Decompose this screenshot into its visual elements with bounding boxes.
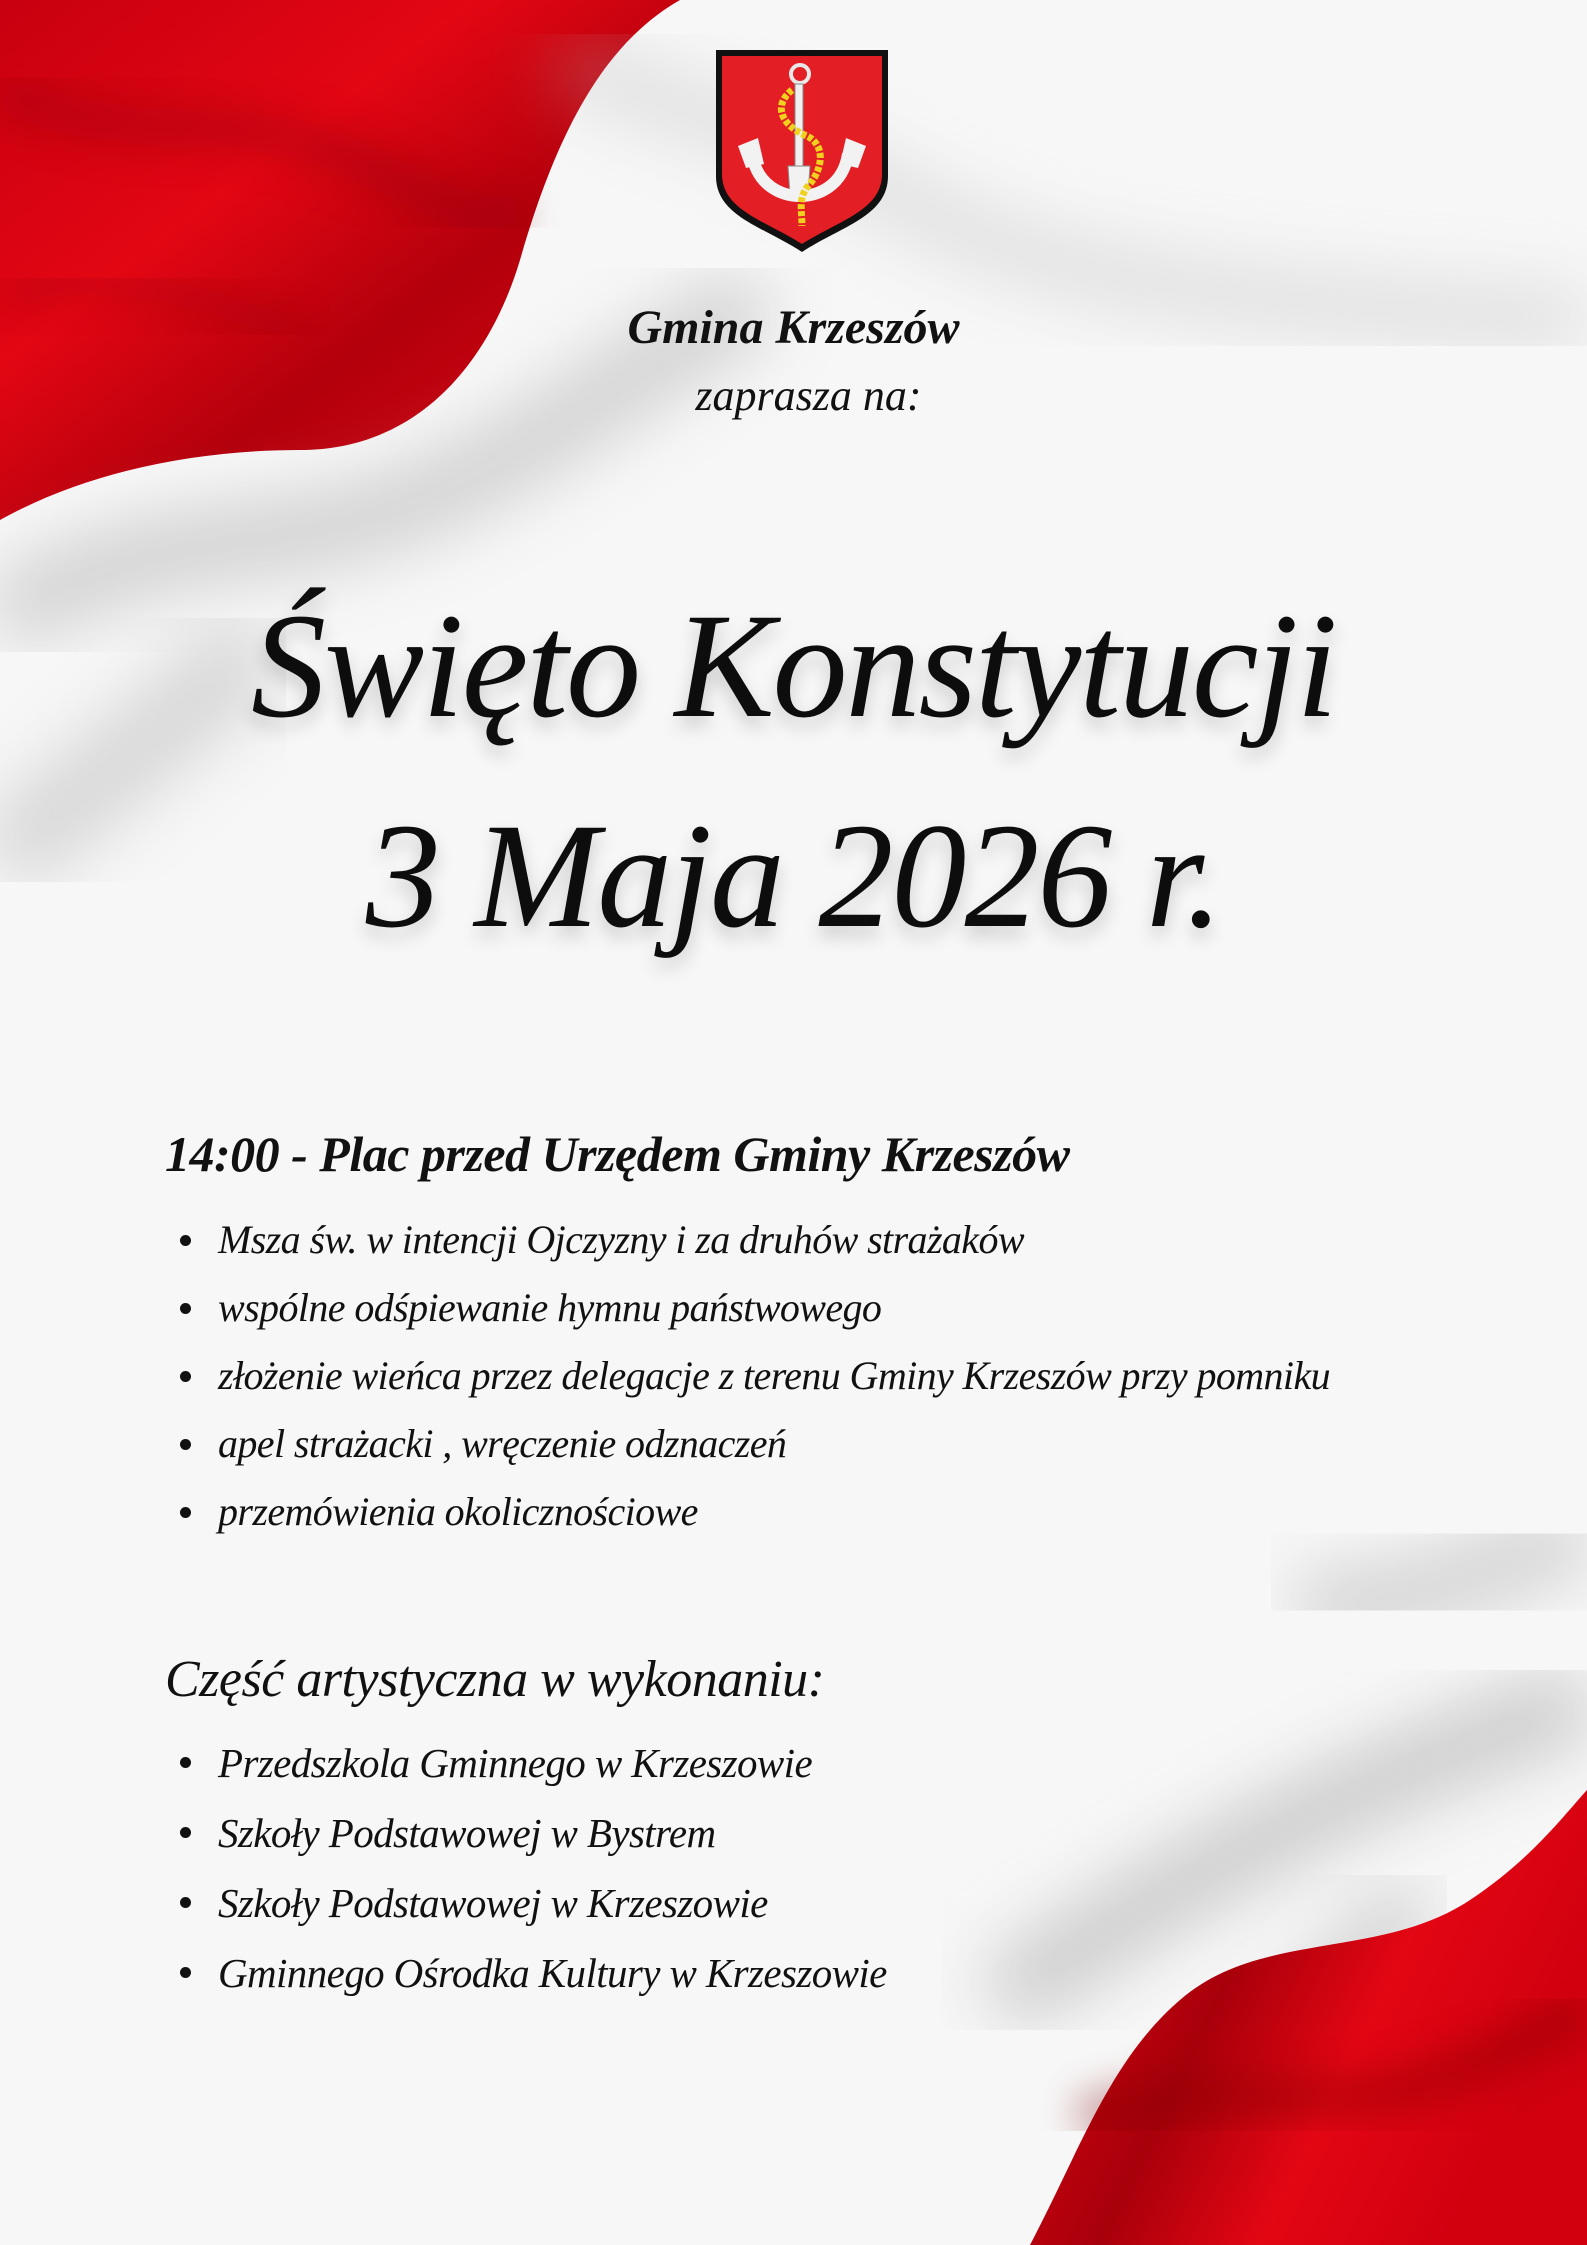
list-item: Szkoły Podstawowej w Bystrem xyxy=(180,1798,887,1868)
event-date: 3 Maja 2026 r. xyxy=(365,793,1222,959)
bullet-icon xyxy=(180,1303,191,1314)
list-item: wspólne odśpiewanie hymnu państwowego xyxy=(180,1274,1330,1342)
list-item: Msza św. w intencji Ojczyzny i za druhów strażaków xyxy=(180,1206,1330,1274)
list-item: Przedszkola Gminnego w Krzeszowie xyxy=(180,1728,887,1798)
program-list xyxy=(180,1206,1330,1546)
bullet-icon xyxy=(180,1371,191,1382)
organizer-name: Gmina Krzeszów xyxy=(627,301,960,354)
artistic-heading: Część artystyczna w wykonaniu: xyxy=(165,1651,825,1708)
list-item: apel strażacki , wręczenie odznaczeń xyxy=(180,1410,1330,1478)
list-item: przemówienia okolicznościowe xyxy=(180,1478,1330,1546)
bullet-icon xyxy=(180,1827,191,1838)
performers-list xyxy=(180,1728,887,2008)
list-item: Gminnego Ośrodka Kultury w Krzeszowie xyxy=(180,1938,887,2008)
list-item: Szkoły Podstawowej w Krzeszowie xyxy=(180,1868,887,1938)
bullet-icon xyxy=(180,1235,191,1246)
coat-of-arms-anchor-icon xyxy=(712,46,892,256)
bullet-icon xyxy=(180,1967,191,1978)
bullet-icon xyxy=(180,1439,191,1450)
bullet-icon xyxy=(180,1757,191,1768)
program-heading: 14:00 - Plac przed Urzędem Gminy Krzeszów xyxy=(165,1126,1070,1182)
list-item: złożenie wieńca przez delegacje z terenu Gminy Krzeszów przy pomniku xyxy=(180,1342,1330,1410)
bullet-icon xyxy=(180,1507,191,1518)
event-title: Święto Konstytucji xyxy=(251,583,1336,749)
invite-text: zaprasza na: xyxy=(695,371,922,420)
bullet-icon xyxy=(180,1897,191,1908)
